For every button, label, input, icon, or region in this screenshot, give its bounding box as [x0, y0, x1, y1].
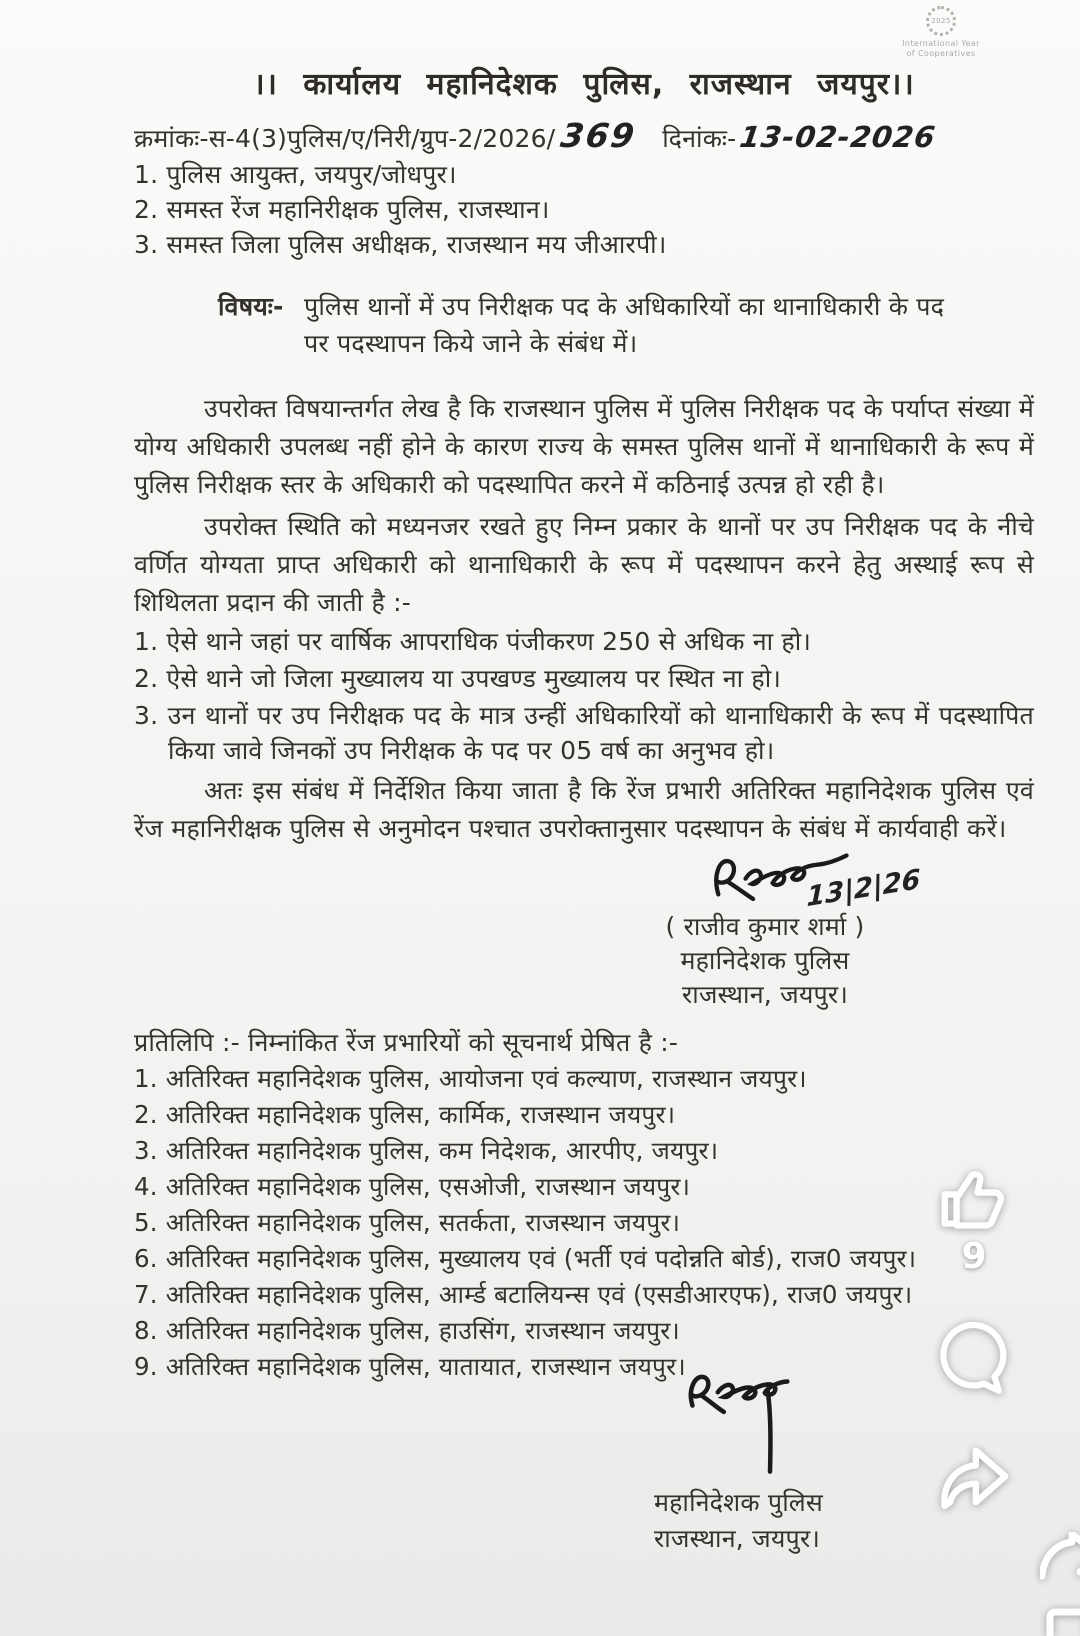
footer-signatory-details [654, 1485, 823, 1557]
partial-arrow-icon[interactable] [1040, 1532, 1080, 1584]
subject-label: विषयः- [218, 292, 284, 321]
addressee-item: 3. समस्त जिला पुलिस अधीक्षक, राजस्थान मय जीआरपी। [134, 230, 667, 259]
copy-item: 1. अतिरिक्त महानिदेशक पुलिस, आयोजना एवं कल्याण, राजस्थान जयपुर। [134, 1064, 807, 1093]
copy-item: 9. अतिरिक्त महानिदेशक पुलिस, यातायात, राजस्थान जयपुर। [134, 1352, 686, 1381]
signature-block [134, 848, 1034, 1020]
footer-signatory-place: राजस्थान, जयपुर। [654, 1524, 821, 1553]
paragraph-1: उपरोक्त विषयान्तर्गत लेख है कि राजस्थान पुलिस में पुलिस निरीक्षक पद के पर्याप्त संख्या में योग्य अधिकारी उपलब्ध नहीं होने के कारण राज्य के समस्त पुलिस थानों में थानाधिकारी के रूप में पुलिस निरीक्षक स्तर के अधिकारी को पदस्थापित करने में कठिनाई उत्पन्न हो रही है। [134, 394, 1034, 499]
comment-icon[interactable] [934, 1316, 1014, 1402]
copy-item: 6. अतिरिक्त महानिदेशक पुलिस, मुख्यालय एवं (भर्ती एवं पदोन्नति बोर्ड), राज0 जयपुर। [134, 1244, 917, 1273]
copy-heading: प्रतिलिपि :- निम्नांकित रेंज प्रभारियों को सूचनार्थ प्रेषित है :- [134, 1028, 679, 1057]
copy-item: 7. अतिरिक्त महानिदेशक पुलिस, आर्म्ड बटालियन्स एवं (एसडीआरएफ), राज0 जयपुर। [134, 1280, 913, 1309]
emblem-line2: of Cooperatives [906, 49, 976, 58]
condition-item: 2. ऐसे थाने जो जिला मुख्यालय या उपखण्ड मुख्यालय पर स्थित ना हो। [134, 664, 782, 693]
reference-line [134, 117, 1034, 157]
footer-signature-block [134, 1385, 1034, 1595]
partial-bookmark-icon[interactable] [1044, 1608, 1080, 1636]
thumbs-up-icon[interactable] [932, 1158, 1014, 1244]
signature-date-handwritten: 13|2|26 [806, 863, 921, 914]
signatory-title: महानिदेशक पुलिस [680, 946, 850, 975]
condition-item: 1. ऐसे थाने जहां पर वार्षिक आपराधिक पंजीकरण 250 से अधिक ना हो। [134, 627, 812, 656]
paragraph-2: उपरोक्त स्थिति को मध्यनजर रखते हुए निम्न प्रकार के थानों पर उप निरीक्षक पद के नीचे वर्णित योग्यता प्राप्त अधिकारी को थानाधिकारी के रूप में पदस्थापन करने हेतु अस्थाई रूप से शिथिलता प्रदान की जाती है :- [134, 512, 1034, 617]
subject-text: पुलिस थानों में उप निरीक्षक पद के अधिकारियों का थानाधिकारी के पद पर पदस्थापन किये जाने के संबंध में। [304, 292, 945, 358]
copy-item: 2. अतिरिक्त महानिदेशक पुलिस, कार्मिक, राजस्थान जयपुर। [134, 1100, 676, 1129]
signatory-name: ( राजीव कुमार शर्मा ) [665, 912, 865, 941]
footer-signatory-title: महानिदेशक पुलिस [654, 1488, 823, 1517]
copy-item: 4. अतिरिक्त महानिदेशक पुलिस, एसओजी, राजस्थान जयपुर। [134, 1172, 691, 1201]
emblem-year: 2025 [931, 17, 951, 25]
signatory-place: राजस्थान, जयपुर। [681, 980, 849, 1009]
signatory-details [600, 910, 930, 1012]
copy-list [134, 1061, 1034, 1385]
copy-item: 3. अतिरिक्त महानिदेशक पुलिस, कम निदेशक, आरपीए, जयपुर। [134, 1136, 719, 1165]
date-handwritten: 13-02-2026 [738, 120, 939, 154]
copy-item: 5. अतिरिक्त महानिदेशक पुलिस, सतर्कता, राजस्थान जयपुर। [134, 1208, 681, 1237]
emblem-line1: International Year [902, 39, 980, 48]
share-icon[interactable] [928, 1434, 1020, 1530]
subject-block [218, 288, 1034, 362]
reference-number-handwritten: 369 [558, 116, 639, 155]
footer-signature-scribble [679, 1366, 806, 1502]
reference-number-label: क्रमांकः-स-4(3)पुलिस/ए/निरी/ग्रुप-2/2026/ [134, 124, 556, 153]
date-label: दिनांकः- [662, 124, 737, 153]
like-count: 9 [961, 1236, 987, 1277]
copy-item: 8. अतिरिक्त महानिदेशक पुलिस, हाउसिंग, राजस्थान जयपुर। [134, 1316, 680, 1345]
condition-item: 3. उन थानों पर उप निरीक्षक पद के मात्र उन्हीं अधिकारियों को थानाधिकारी के रूप में पदस्थापित किया जावे जिनकों उप निरीक्षक के पद पर 05 वर्ष का अनुभव हो। [134, 701, 1034, 765]
conditions-list [134, 624, 1034, 768]
office-title: ।। कार्यालय महानिदेशक पुलिस, राजस्थान जयपुर।। [253, 67, 915, 102]
addressee-item: 1. पुलिस आयुक्त, जयपुर/जोधपुर। [134, 160, 457, 189]
addressee-list [134, 157, 1034, 262]
addressee-item: 2. समस्त रेंज महानिरीक्षक पुलिस, राजस्थान। [134, 195, 550, 224]
closing-paragraph: अतः इस संबंध में निर्देशित किया जाता है कि रेंज प्रभारी अतिरिक्त महानिदेशक पुलिस एवं रेंज महानिरीक्षक पुलिस से अनुमोदन पश्चात उपरोक्तानुसार पदस्थापन के संबंध में कार्यवाही करें। [134, 776, 1034, 843]
